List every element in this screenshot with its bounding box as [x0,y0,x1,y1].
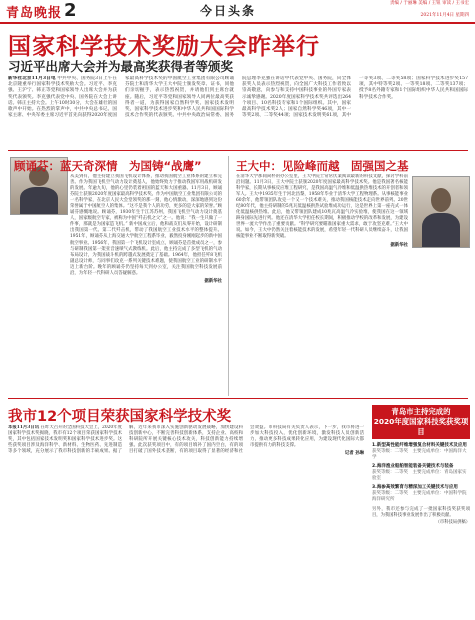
local-news-dateline: 本报11月3日讯 [8,425,40,430]
main-subheadline: 习近平出席大会并为最高奖获得者等颁奖 [8,59,234,74]
award-sidebar [372,405,470,615]
local-news-text: 在昨天召开的全国科技大会上，2020年度国家科学技术奖揭晓，我市有12个项目荣获国家科学技术奖，其中包括国家技术发明奖和国家科学技术进步奖。这些获奖项目涉及海洋科学、新材料、生物医药、先进制造等多个领域，充分展示了我市科技创新的丰硕成果。据了解，近年来我市深入实施创新驱动发展战略，加快建设科技创新中心，不断完善科技创新体系，支持企业、高校和科研院所开展关键核心技术攻关，科技创新能力持续增强。此次获奖项目中，有的项目填补了国内空白，有的项目打破了国外技术垄断，有的项目取得了显著的经济和社会效益。市科技局有关负责人表示，下一步，我市将进一步加大科技投入，优化创新环境，激发科技人员创新活力，推动更多科技成果转化应用，为建设现代化国际大都市提供有力的科技支撑。 [8,425,364,455]
list-item-title: 2.海洋渔业船舶智能装备关键技术与装备 [372,464,454,469]
list-item [372,443,470,461]
left-story-title: 顾诵芬：蓝天奇深情 为国铸“战鹰” [14,159,202,173]
right-story-title: 王大中：见险峰而越 固强国之基 [236,159,409,173]
left-story-byline: 据新华社 [204,278,222,284]
column-divider [228,156,229,396]
sidebar-list [372,443,470,503]
divider [8,398,468,399]
lead-dateline: 新华社北京11月3日电 [8,76,56,81]
sidebar-source: （市科技局供稿） [435,520,470,525]
sidebar-title-line2: 2020年度国家科技奖获奖项目 [373,417,469,436]
sidebar-footer: 另外，我市还参与完成了一批国家科技奖获奖项目，为我国科技事业发展作出了积极贡献。 [372,507,470,518]
local-news-title: 我市12个项目荣获国家科学技术奖 [8,409,232,425]
right-story-text: 在清华大学那间简朴的办公室里，王大中院士常常伏案阅读最新的科技文献，探讨学科前沿问题。11月3日，王大中院士获颁2020年度国家最高科学技术奖。他是我国著名核能科学家，长期从事核反应堆工程研究，是我国高温气冷堆和低温供热堆技术的开创者和领军人。王大中1935年生于河北昌黎，1958年毕业于清华大学工程物理系。从事核能事业60余年，他带领团队攻克一个又一个技术难关，推动我国核能技术走向世界前列。20世纪80年代，他主持研制的5兆瓦低温核供热试验堆成功运行，这是世界上第一座壳式一体化低温核供热堆。此后，他又带领团队建成10兆瓦高温气冷实验堆，使我国在这一领域跻身国际先进行列。他还在清华大学担任校长期间，积极推动学校的改革和发展，为建设世界一流大学作出了重要贡献。“科学研究要瞄准国家重大需求，敢于攻坚克难。”王大中说。如今，王大中仍然关注着核能技术的发展，希望年轻一代科研人员继续奋斗，让我国核能事业不断取得新突破。 [236,174,408,240]
list-item-detail: 获奖等级：二等奖 主要完成单位：中国海洋大学 [372,449,467,460]
list-item-detail: 获奖等级：二等奖 主要完成单位：中国科学院海洋研究所 [372,491,467,502]
right-story-byline: 据新华社 [390,242,408,248]
list-item [372,464,470,482]
list-item-detail: 获奖等级：二等奖 主要完成单位：青岛国家实验室 [372,470,467,481]
main-headline: 国家科学技术奖励大会昨举行 [8,34,320,60]
portrait-body [422,213,460,247]
section-name: 今日头条 [200,4,257,18]
newspaper-logo: 青岛晚报 [6,6,63,21]
divider [8,150,468,151]
left-story-body [70,174,222,394]
page-number: 2 [64,0,77,21]
local-news-byline: 记者 孙琳 [344,451,364,457]
sidebar-header [372,405,470,439]
list-item-title: 3.海参高效繁育与精深加工关键技术与应用 [372,485,458,490]
right-story-body [236,174,408,394]
lead-article [8,76,468,146]
sidebar-title-line1: 青岛市主持完成的 [391,407,451,416]
masthead [0,0,475,24]
lead-text: 中共中央、国务院3日上午在北京隆重举行国家科学技术奖励大会。习近平、李克强、王沪宁、韩正等党和国家领导人出席大会并为获奖代表颁奖。李克强代表党中央、国务院在大会上讲话。韩正主持大会。上午10时30分，大会在雄壮的国歌声中开始。在热烈的掌声中，中共中央总书记、国家主席、中央军委主席习近平首先向获得2020年度国家最高科学技术奖的中国航空工业集团有限公司顾诵芬院士和清华大学王大中院士颁发奖章、证书，同他们亲切握手，表示热烈祝贺，并请他们到主席台就座。随后，习近平等党和国家领导人同两位最高奖获得者一道，为获得国家自然科学奖、国家技术发明奖、国家科学技术进步奖和中华人民共和国国际科学技术合作奖的代表颁奖。中共中央政治局常委、国务院总理李克强在讲话中代表党中央、国务院，向全体获奖人员表示热烈祝贺，向全国广大科技工作者致以崇高敬意，向参与和支持中国科技事业的外国专家表示诚挚感谢。2020年度国家科学技术奖共评选出264个项目、10名科技专家和1个国际组织。其中，国家最高科学技术奖2人；国家自然科学奖46项，其中一等奖2项、二等奖44项；国家技术发明奖61项，其中一等奖3项、二等奖58项；国家科学技术进步奖157项，其中特等奖2项、一等奖18项、二等奖137项；授予8名外籍专家和1个国际组织中华人民共和国国际科学技术合作奖。 [8,76,468,119]
editor-credits: 责编 / 于丽琳 美编 / 王钮 审读 / 王书宏 [390,1,469,6]
portrait-wang-dazhong [412,176,470,248]
list-item-title: 1.新型高性能纤维增强复合材料关键技术及应用 [372,443,467,448]
list-item [372,485,470,503]
portrait-head [431,188,451,212]
portrait-body [20,187,58,214]
issue-date: 2021年11月4日 星期四 [420,13,469,18]
left-story-text: 从美到有，他主持建立我国飞机设计体系，推动我国航空工业体系的建立和完善。作为我国飞机空气动力设计奠基人，他始终致力于推动我国军用战机研发的发展。年逾九旬，他的心里仍装着祖国的蓝天和大国重器。11月3日，顾诵芬院士获颁2020年度国家最高科学技术奖。作为中国航空工业集团有限公司的一名科学家，在北京人民大会堂领奖的那一刻，他心情激动，深深地感到这份荣誉属于中国航空人的集体。“这不是我个人的功劳，更多的是大家的荣誉。”顾诵芬感慨地说。顾诵芬，1930年生于江苏苏州，我国飞机空气动力设计奠基人，国家级航空专家，被称为中国“歼击机之父”之一。他说：“我一生只做了一件事，那就是为国家造飞机。” 新中国成立后，他和战友们从零开始，设计研制出我国第一代、第二代歼击机，带动了我国航空工业技术水平的整体提升。1951年，顾诵芬从上海交通大学航空工程系毕业，毅然投身刚刚起步的新中国航空事业。1956年，我国第一个飞机设计室成立，顾诵芬是首批成员之一，参与研制我国第一架亚音速喷气式教练机。此后，他主持完成了多型飞机的气动布局设计，为我国战斗机的跨越式发展奠定了基础。1964年，他担任歼8飞机副总设计师，与同事们攻克一系列关键技术难题，使我国航空工业的研制水平迈上新台阶。晚年的顾诵芬仍坚持每天到办公室，关注我国航空科技发展前沿，为年轻一代科研人员答疑解惑。 [70,174,222,276]
local-news-body [8,425,364,615]
